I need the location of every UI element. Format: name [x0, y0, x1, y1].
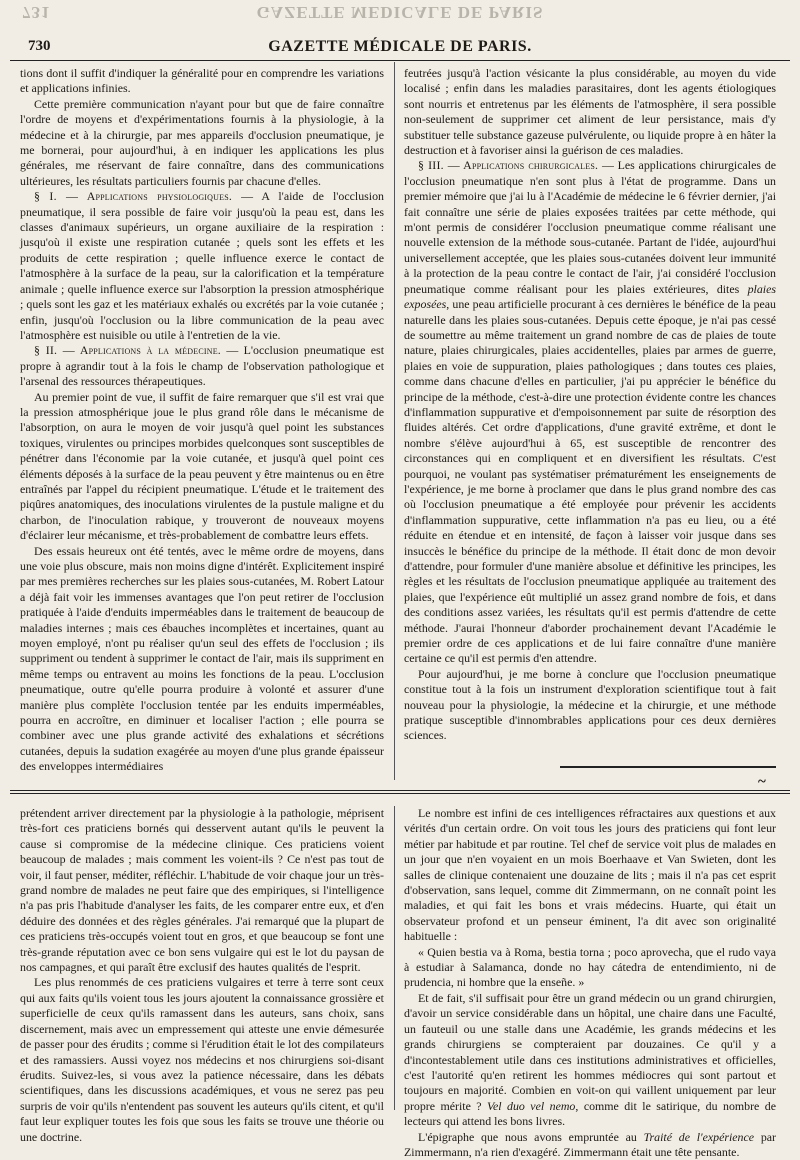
section-paragraph-medecine: [20, 343, 384, 389]
paragraph: Cette première communication n'ayant pour but que de faire connaître l'ordre de moyens et d'expérimentations fournis à la physiologie, à la médecine et à la chirurgie, par mes appareils d'occlusion pneumatique, je me bornerai, pour aujourd'hui, à en indiquer les applications les plus générales, me réservant de faire connaître, dans des communications ultérieures, les résultats particuliers fournis par chacune d'elles.: [20, 96, 384, 188]
column-top-left: [20, 66, 384, 778]
paragraph: Les plus renommés de ces praticiens vulgaires et terre à terre sont ceux qui aux faits qu'ils voient tous les jours ajoutent la connaissance grossière et superficielle de ceux qu'ils ramassent dans les auteurs, sans choix, sans discernement, mais avec un empressement qui atteste une envie démesurée de passer pour des érudits ; comme si l'érudition était le lot des compilateurs et des ramassiers. Aussi voyez nos médecins et nos chirurgiens soi-disant érudits. Suivez-les, si vous avez la patience nécessaire, dans les débats scientifiques, dans les discussions académiques, et vous ne serez pas peu surpris de voir qu'ils n'entendent pas souvent les auteurs qu'ils citent, et qu'il faut leur expliquer toutes les fois que sous les faits se trouve une théorie ou une doctrine.: [20, 975, 384, 1144]
paragraph: Au premier point de vue, il suffit de faire remarquer que s'il est vrai que la pression atmosphérique joue le plus grand rôle dans le mécanisme de l'absorption, on aura le moyen de voir jusqu'à quel point les substances toxiques, virulentes ou principes morbides quelconques sont susceptibles de pénétrer dans l'économie par la voie cutanée, et jusqu'à quel point ces éléments déposés à la surface de la peau peuvent y être maintenus ou en être entraînés par l'appel du récipient pneumatique. L'étude et le traitement des piqûres anatomiques, des inoculations virulentes de la pustule maligne et du charbon, de l'inoculation rabique, y trouveront de nouveaux moyens d'éclairer leur mécanisme, et très-probablement de combattre leurs effets.: [20, 389, 384, 543]
paragraph: Des essais heureux ont été tentés, avec le même ordre de moyens, dans une voie plus obscure, mais non moins digne d'intérêt. Explicitement inspiré par mes premières recherches sur les plaies sous-cutanées, M. Robert Latour a déjà fait voir les immenses avantages que l'on peut retirer de l'occlusion pratiquée à l'aide d'enduits imperméables dans le traitement de beaucoup de maladies internes ; mais ces ébauches incomplètes et incertaines, quant au moyen employé, n'ont pu réaliser qu'un seul des effets de l'occlusion ; ils suppriment ou tendent à supprimer le contact de l'air, mais ils suppriment en même temps ou entravent au moins les fonctions de la peau. L'occlusion pneumatique, outre qu'elle pourra produire à volonté et assurer d'une manière plus complète l'occlusion tentée par les enduits imperméables, pourra en accroître, en diminuer et localiser l'action ; elle pourra se combiner avec une plus grande activité des exhalations et sécrétions cutanées, depuis la sudation exagérée au moyen d'une plus grande épaisseur des enveloppes intermédiaires: [20, 543, 384, 774]
section-paragraph-physiologiques: [20, 189, 384, 343]
page-title: GAZETTE MÉDICALE DE PARIS.: [268, 38, 532, 55]
section-text: — L'occlusion pneumatique est propre à agrandir tout à la fois le champ de l'observation pathologique et l'arsenal des ressources thérapeutiques.: [20, 343, 384, 389]
paragraph: feutrées jusqu'à l'action vésicante la plus considérable, au moyen du vide localisé ; enfin dans les maladies parasitaires, dont les agents étiologiques sont nourris et entretenus par les éléments de l'atmosphère, il sera possible non-seulement de supprimer cet aliment de leur persistance, mais d'y substituer telle substance gazeuse pulvérulente, ou liquide propre à en hâter la destruction et à favoriser ainsi la guérison de ces maladies.: [404, 66, 776, 158]
bleed-page-number: 731: [22, 3, 51, 22]
section-paragraph-chirurgicales: [404, 158, 776, 666]
bleed-title: GAZETTE MEDICALE DE PARIS: [256, 3, 544, 22]
column-top-right: [404, 66, 776, 758]
paragraph-text: , comme dit le satirique, du nombre de lecteurs qui attend les bons livres.: [404, 1098, 777, 1129]
section-text: — Les applications chirurgicales de l'occlusion pneumatique n'en sont plus à l'état de programme. Dans un premier mémoire que j'ai lu à l'Académie de médecine le 6 février dernier, j'ai fait connaître une série de plaies exposées traitées par cette méthode, qui m'ont permis de considérer l'occlusion pneumatique comme réalisant une nouvelle extension de la méthode sous-cutanée. Partant de l'idée, aujourd'hui universellement acceptée, que les plaies sous-cutanées doivent leur immunité à la protection de la peau contre le contact de l'air, j'ai considéré l'occlusion pneumatique comme réalisant pour les plaies extérieures, dites: [404, 158, 776, 296]
emphasis: plaies exposées: [404, 281, 776, 312]
section-heading: § III. — Applications chirurgicales.: [418, 158, 599, 173]
section-heading: § II. — Applications à la médecine.: [34, 343, 221, 358]
paragraph: Le nombre est infini de ces intelligences réfractaires aux questions et aux vérités d'un certain ordre. On voit tous les jours des praticiens qui font leur métier par habitude et par routine. Tel chef de service voit plus de malades en un jour que n'en voyaient en un mois Boerhaave et Van Swieten, dont les salles de clinique contenaient une douzaine de lits ; mais il n'a pas cet esprit d'observation, sans lequel, comme dit Zimmermann, on ne connaît point les maladies, et qui fait les bons et vrais médecins. Huarte, qui était un observateur profond et un penseur éminent, l'a dit avec son originalité habituelle :: [404, 806, 776, 944]
quotation: « Quien bestia va à Roma, bestia torna ; poco aprovecha, que el rudo vaya à estudiar à Salamanca, donde no hay cátedra de entendimiento, ni de prudencia, ni hombre que la enseñe. »: [404, 944, 776, 990]
paragraph: [404, 991, 776, 1130]
emphasis: Traité de l'expérience: [643, 1129, 755, 1144]
paragraph-text: Et de fait, s'il suffisait pour être un grand médecin ou un grand chirurgien, d'avoir un service considérable dans un hôpital, une chaire dans une Faculté, un fauteuil ou une stalle dans une Académie, les grands médecins et les grands chirurgiens se compteraient par douzaines. Ce qu'il y a d'incontestablement utile dans ces institutions administratives et officielles, c'est l'autorité qu'en retirent les hommes médiocres qui sont partout et toujours en majorité. Combien en voit-on qui vaillent uniquement par leur propre mérite ?: [404, 990, 776, 1113]
paragraph: [404, 1130, 776, 1160]
paragraph: tions dont il suffit d'indiquer la généralité pour en comprendre les variations et applications infinies.: [20, 66, 384, 96]
page-header: [10, 38, 790, 61]
column-bottom-left: [20, 806, 384, 1144]
section-text: — A l'aide de l'occlusion pneumatique, il sera possible de faire voir jusqu'où la peau est, dans les classes d'animaux supérieurs, un organe auxiliaire de la respiration : jusqu'où il existe une respiration cutanée ; quels sont les effets et les produits de cette respiration ; quelle influence exerce le contact de l'atmosphère à la surface de la peau, sur la calorification et la température animale ; quelle influence exerce sur l'absorption la pression atmosphérique ; quels sont les gaz et les matériaux exhalés ou excrétés par la voie cutanée ; enfin, jusqu'où l'occlusion ou la libre communication de la peau avec l'atmosphère est nuisible ou utile à l'entretien de la vie.: [20, 189, 384, 342]
page-number: 730: [28, 38, 51, 54]
end-of-article-rule: [560, 766, 776, 768]
column-divider-top: [394, 62, 395, 780]
paragraph: prétendent arriver directement par la physiologie à la pathologie, méprisent très-fort ces praticiens bornés qui desservent autant qu'ils le peuvent la cause si compromise de la médecine clinique. Ces praticiens voient beaucoup de malades ; mais comment les voient-ils ? Ce n'est pas tout de voir, il faut penser, méditer, réfléchir. L'habitude de voir chaque jour un très-grand nombre de malades ne peut faire que des empiriques, si l'intelligence n'a pas pris l'habitude d'analyser les faits, de les comparer entre eux, et d'en déduire des données et des règles générales. J'ai remarqué que la plupart de ces praticiens très-occupés voient tout en gros, et que beaucoup se font une très-grande réputation avec ce bon sens vulgaire qui est le lot du paysan de nos campagnes, et qui paraît être exclusif des hautes qualités de l'esprit.: [20, 806, 384, 975]
section-heading: § I. — Applications physiologiques.: [34, 189, 233, 204]
column-bottom-right: [404, 806, 777, 1159]
paragraph-text: L'épigraphe que nous avons empruntée au: [418, 1129, 644, 1144]
emphasis: Vel duo vel nemo: [487, 1098, 576, 1113]
horizontal-separator: [10, 790, 790, 794]
section-separator-mark: ~: [758, 774, 766, 790]
bleed-through-header: [0, 0, 800, 22]
paragraph-text: par Zimmermann, n'a rien d'exagéré. Zimmermann était une tête pensante.: [404, 1129, 776, 1159]
column-divider-bottom: [394, 806, 395, 1110]
paragraph: Pour aujourd'hui, je me borne à conclure que l'occlusion pneumatique constitue tout à la fois un instrument d'exploration scientifique tout à fait nouveau pour la physiologie, la médecine et la chirurgie, et une méthode pratique susceptible d'innombrables applications pour ces deux dernières sciences.: [404, 666, 776, 743]
section-text: , une peau artificielle procurant à ces dernières le bénéfice de la peau naturelle dans les plaies sous-cutanées. Depuis cette époque, je n'ai pas cessé de soumettre au même traitement un grand nombre de cas de plaies de toute nature, plaies chirurgicales, plaies accidentelles, plaies par armes de guerre, plaies en voie de suppuration, plaies pathologiques ; dans toutes ces plaies, comme dans chacune d'elles en particulier, j'ai pu apprécier le bénéfice du principe de la méthode, c'est-à-dire une protection évidente contre les chances d'inflammation suppurative et d'empoisonnement par suite de résorption des fluides altérés. Cet ordre d'applications, d'une gravité extrême, et dont le nombre s'élève aujourd'hui à 65, est susceptible de rencontrer des circonstances qui en compliquent et en diversifient les résultats. C'est pourquoi, ne voulant pas systématiser prématurément les enseignements de l'expérience, je me borne à proclamer que dans le plus grand nombre des cas où l'occlusion pneumatique a été employée pour prévenir les accidents d'inflammation suppurative, cette inflammation n'a pas eu lieu, ou a été réduite en étendue et en intensité, de façon à laisser voir jusque dans ses insuccès le bénéfice du principe de la méthode. Il était donc de mon devoir d'attendre, pour formuler d'une manière absolue et définitive les principes, les règles et les résultats de l'occlusion pneumatique appliquée au traitement des plaies, que l'expérience eût multiplié un assez grand nombre de fois, et dans des conditions assez variées, les résultats qu'il est permis d'attendre de cette méthode. J'aurai l'honneur d'aborder prochainement devant l'Académie le premier ordre de ces applications et de lui faire connaître d'une manière certaine ce qu'il est permis d'en attendre.: [404, 297, 776, 666]
